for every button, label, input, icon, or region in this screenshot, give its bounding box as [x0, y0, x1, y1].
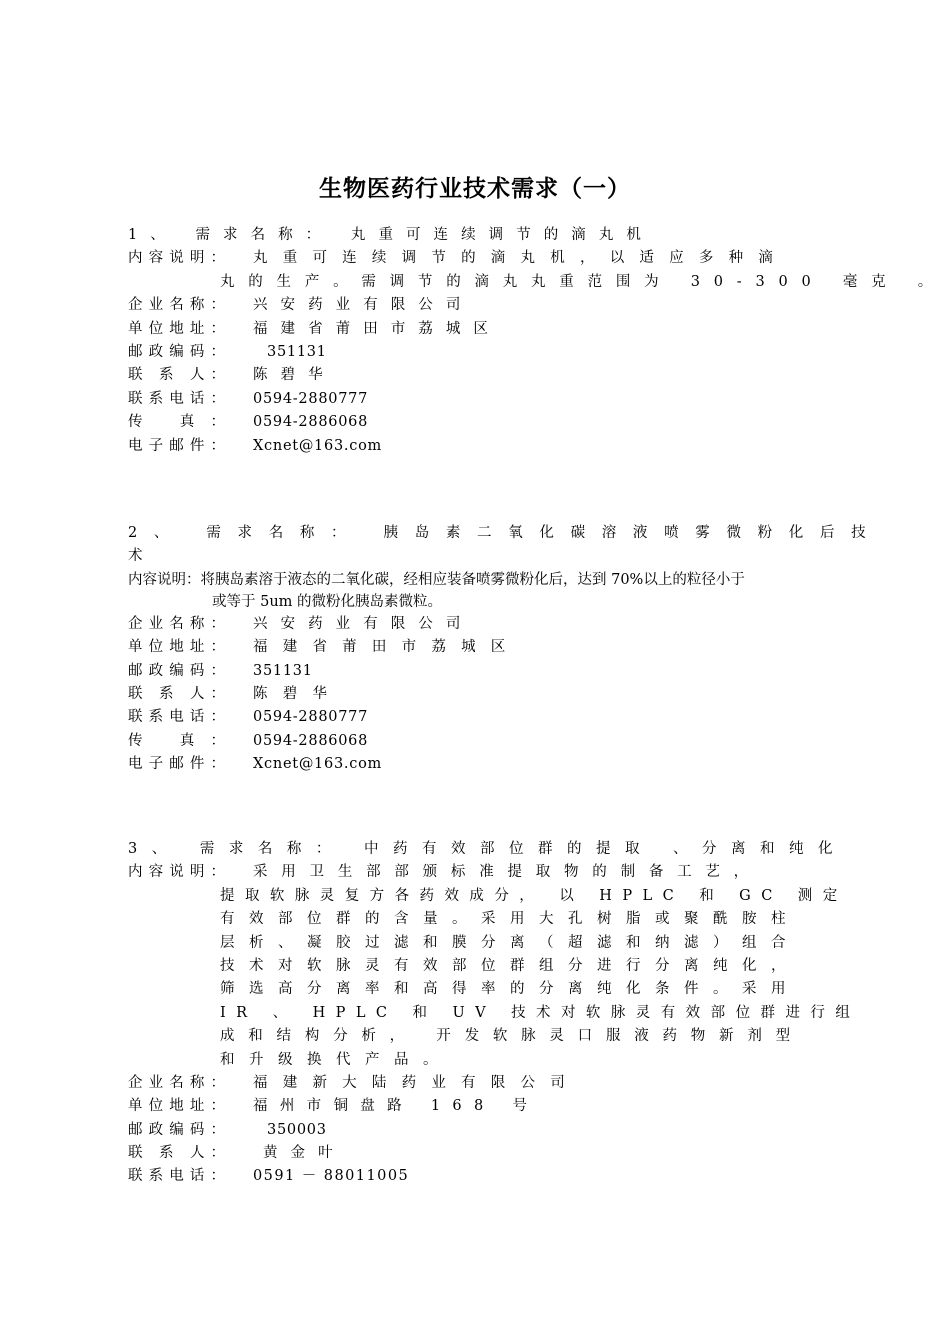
phone-row: 联系电话： 0594-2880777 — [128, 709, 369, 726]
content-description-cont: 和升级换代产品。 — [220, 1051, 452, 1068]
content-description-cont: 丸的生产。需调节的滴丸丸重范围为 30-300 毫克 。 — [220, 273, 947, 290]
requirement-2 — [128, 522, 883, 777]
content-description-cont: 层析、凝胶过滤和膜分离（超滤和纳滤）组合 — [220, 934, 800, 951]
phone-row: 联系电话： 0591 － 88011005 — [128, 1168, 410, 1185]
content-description: 内容说明： 丸重可连续调节的滴丸机，以适应多种滴 — [128, 250, 789, 267]
requirement-1 — [128, 224, 947, 458]
content-description-cont: 成和结构分析， 开发软脉灵口服液药物新剂型 — [220, 1028, 804, 1045]
requirement-heading: 2、 需求名称： 胰岛素二氧化碳溶液喷雾微粉化后技 — [128, 525, 883, 541]
phone-row: 联系电话： 0594-2880777 — [128, 390, 369, 407]
company-row: 企业名称： 福建新大陆药业有限公司 — [128, 1074, 580, 1091]
postcode-row: 邮政编码： 351131 — [128, 662, 313, 679]
content-description-cont: 提取软脉灵复方各药效成分， 以 HPLC 和 GC 测定 — [220, 887, 848, 904]
requirement-heading: 1、 需求名称： 丸重可连续调节的滴丸机 — [128, 227, 654, 243]
company-row: 企业名称： 兴安药业有限公司 — [128, 297, 474, 314]
address-row: 单位地址： 福建省莆田市荔城区 — [128, 639, 521, 656]
page-title: 生物医药行业技术需求（一） — [319, 175, 631, 202]
email-row: 电子邮件： Xcnet@163.com — [128, 756, 383, 773]
address-row: 单位地址： 福建省莆田市荔城区 — [128, 320, 501, 337]
postcode-row: 邮政编码： 351131 — [128, 343, 327, 360]
contact-row: 联 系 人： 陈碧华 — [128, 367, 336, 384]
postcode-row: 邮政编码： 350003 — [128, 1121, 327, 1138]
content-description-cont: 技术对软脉灵有效部位群组分进行分离纯化， — [220, 957, 800, 974]
email-row: 电子邮件： Xcnet@163.com — [128, 437, 383, 454]
company-row: 企业名称： 兴安药业有限公司 — [128, 615, 474, 632]
fax-row: 传 真： 0594-2886068 — [128, 414, 369, 431]
content-description-cont: 有效部位群的含量。采用大孔树脂或聚酰胺柱 — [220, 911, 800, 928]
requirement-heading-cont: 术 — [128, 548, 156, 565]
requirement-heading: 3、 需求名称： 中药有效部位群的提取 、分离和纯化 — [128, 841, 848, 857]
fax-row: 传 真： 0594-2886068 — [128, 732, 369, 749]
requirement-3 — [128, 838, 861, 1189]
contact-row: 联 系 人： 陈碧华 — [128, 685, 343, 702]
address-row: 单位地址： 福州市铜盘路 168 号 — [128, 1098, 540, 1115]
content-description-cont: IR 、 HPLC 和 UV 技术对软脉灵有效部位群进行组 — [220, 1004, 861, 1021]
content-description-cont: 筛选高分离率和高得率的分离纯化条件。采用 — [220, 981, 800, 998]
contact-row: 联 系 人： 黄金叶 — [128, 1145, 346, 1162]
content-description: 内容说明：将胰岛素溶于液态的二氧化碳，经相应装备喷雾微粉化后，达到 70%以上的粒径小于 或等于 5um 的微粉化胰岛素微粒。 — [128, 571, 745, 610]
content-description: 内容说明： 采用卫生部部颁标准提取物的制备工艺， — [128, 864, 762, 881]
